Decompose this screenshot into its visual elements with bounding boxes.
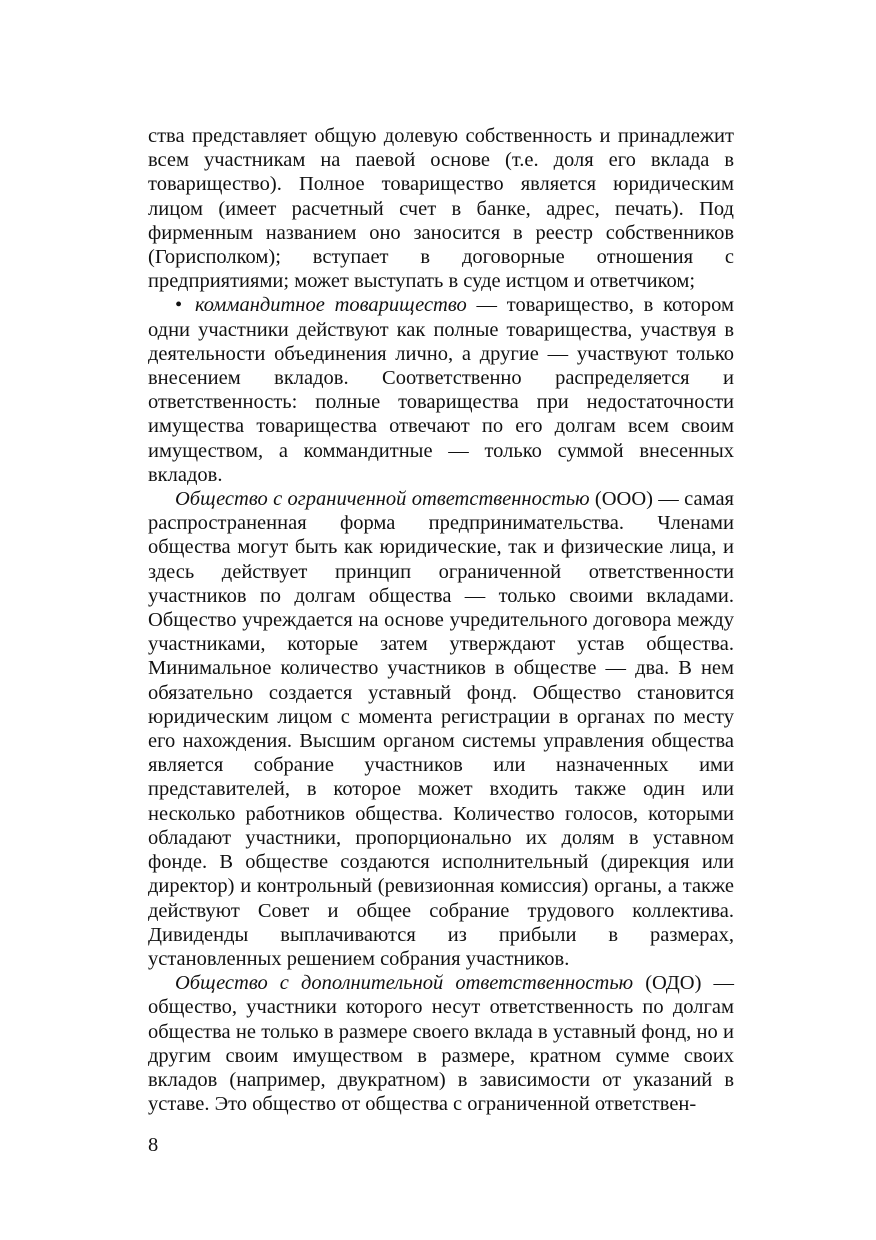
term-limited-partnership: коммандитное товарищество [195, 294, 467, 317]
paragraph-alc [148, 971, 734, 1116]
term-alc: Общество с дополнительной ответственностью [175, 972, 634, 995]
page-body [148, 124, 734, 1116]
paragraph-continuation: ства представляет общую долевую собственность и принадлежит всем участникам на паевой основе (т.е. доля его вклада в товарищество). Полное товарищество является юридическим лицом (имеет расчетный счет в банке, адрес, печать). Под фирменным названием оно заносится в реестр собственников (Горисполком); вступает в договорные отношения с предприятиями; может выступать в суде истцом и ответчиком; [148, 125, 734, 293]
paragraph-llc [148, 487, 734, 971]
paragraph-limited-partnership [148, 293, 734, 487]
page-number: 8 [148, 1134, 159, 1156]
term-llc: Общество с ограниченной ответственностью [175, 488, 590, 511]
definition-llc: (ООО) — самая распространенная форма предпринимательства. Членами общества могут быть как юридические, так и физические лица, и здесь действует принцип ограниченной ответственности участников по долгам общества — только своими вкладами. Общество учреждается на основе учредительного договора между участниками, которые затем утверждают устав общества. Минимальное количество участников в обществе — два. В нем обязательно создается уставный фонд. Общество становится юридическим лицом с момента регистрации в органах по месту его нахождения. Высшим органом системы управления общества является собрание участников или назначенных ими представителей, в которое может входить также один или несколько работников общества. Количество голосов, которыми обладают участники, пропорционально их долям в уставном фонде. В обществе создаются исполнительный (дирекция или директор) и контрольный (ревизионная комиссия) органы, а также действуют Совет и общее собрание трудового коллектива. Дивиденды выплачиваются из прибыли в размерах, установленных решением собрания участников. [148, 488, 734, 970]
definition-alc: (ОДО) — общество, участники которого несут ответственность по долгам общества не только в размере своего вклада в уставный фонд, но и другим своим имуществом в размере, кратном сумме своих вкладов (например, двукратном) в зависимости от указаний в уставе. Это общество от общества с ограниченной ответствен- [148, 972, 734, 1116]
definition-limited-partnership: — товарищество, в котором одни участники действуют как полные товарищества, участвуя в деятельности объединения лично, а другие — участвуют только внесением вкладов. Соответственно распределяется и ответственность: полные товарищества при недостаточности имущества товарищества отвечают по его долгам всем своим имуществом, а коммандитные — только суммой внесенных вкладов. [148, 294, 734, 486]
bullet-icon: • [175, 294, 183, 317]
